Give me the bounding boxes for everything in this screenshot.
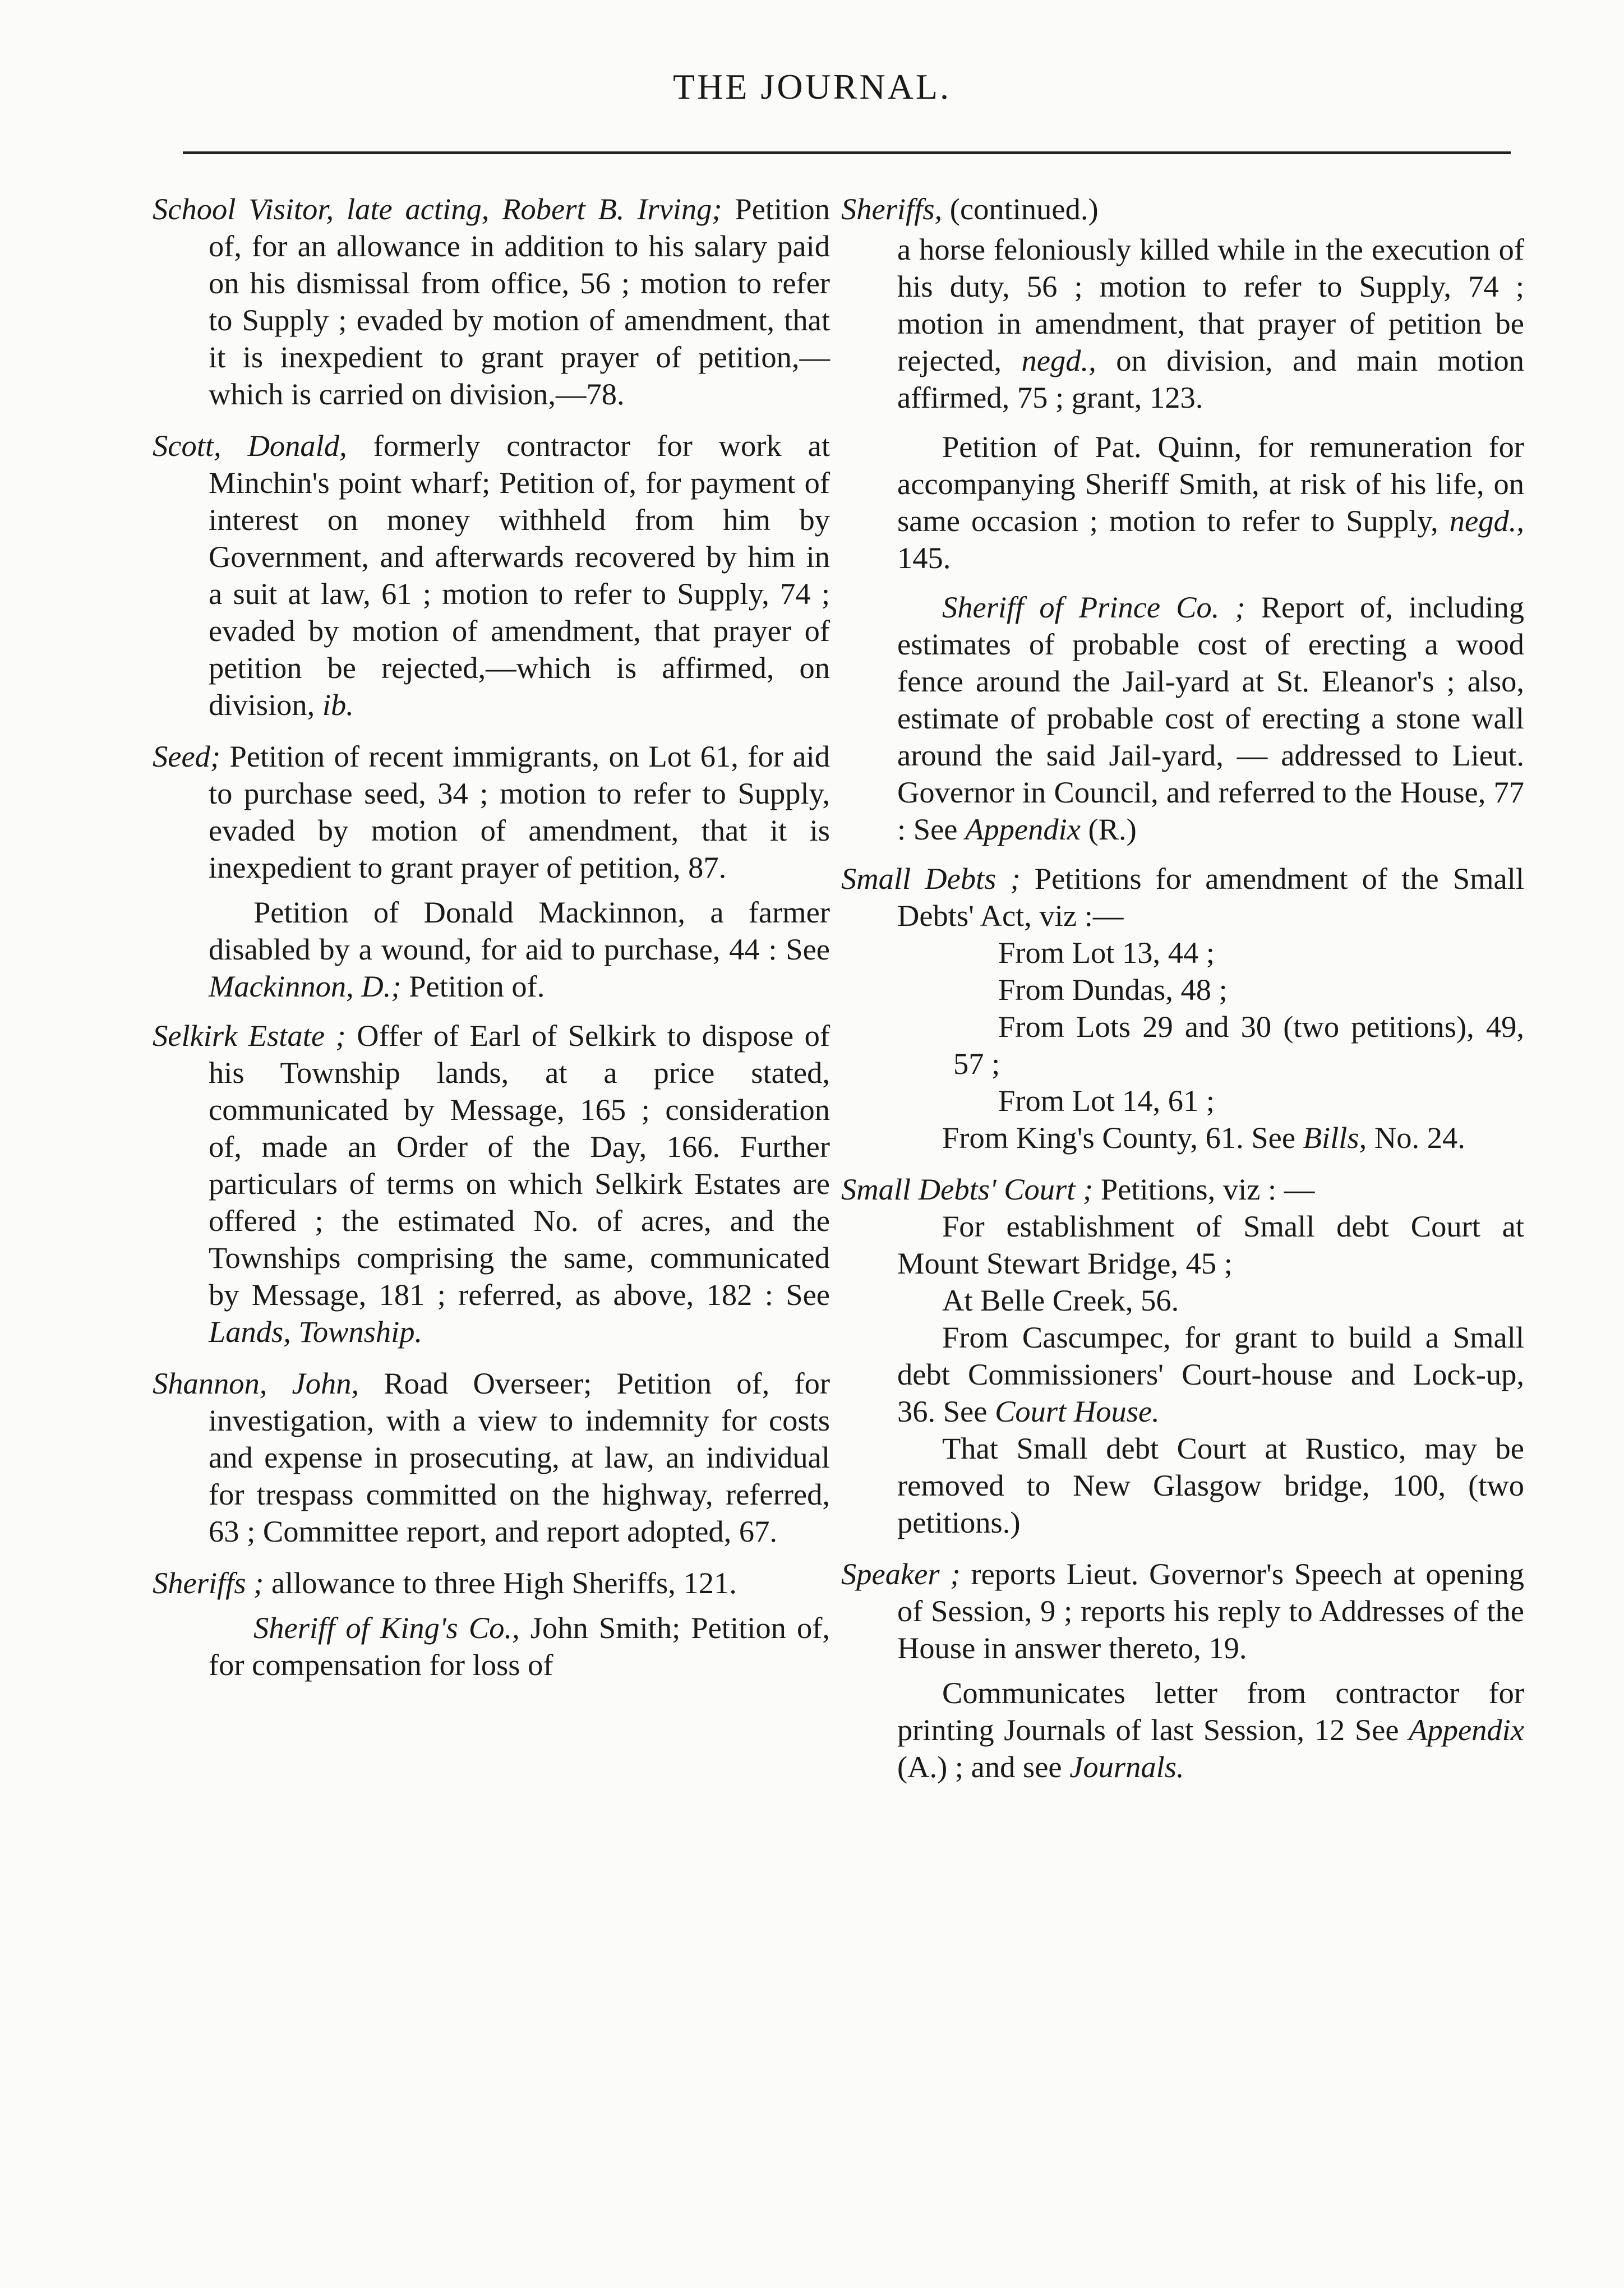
entry-school-visitor xyxy=(153,191,830,413)
entry-small-debts-court: Small Debts' Court ; Petitions, viz : — xyxy=(841,1172,1315,1206)
list-item: From Lot 13, 44 ; xyxy=(998,935,1215,970)
header-rule xyxy=(183,151,1511,154)
page-title: THE JOURNAL. xyxy=(673,67,951,107)
entry-text: Petition of, for an allowance in addition to his salary paid on his dismissal from office, 56 ; motion to refer to Supply ; evaded by motion of amendment, that it is inexpedient to grant prayer of petition,—which is carried on division,—78. xyxy=(209,192,830,411)
list-item: From Lots 29 and 30 (two petitions), 49, 57 ; xyxy=(953,1009,1524,1081)
entry-seed-paragraph: Petition of Donald Mackinnon, a farmer disabled by a wound, for aid to purchase, 44 : See Mackinnon, D.; Petition of. xyxy=(209,895,830,1003)
sub-heading: Sheriff of Prince Co. ; xyxy=(942,590,1245,624)
list-item: From Dundas, 48 ; xyxy=(998,972,1228,1007)
entry-heading: Small Debts ; xyxy=(841,861,1021,896)
entry-text: Road Overseer; Petition of, for investigation, with a view to indemnity for costs and expense in prosecuting, at law, an individual for trespass committed on the highway, referred, 63 ; Committee report, and report adopted, 67. xyxy=(209,1366,830,1548)
entry-text: allowance to three High Sheriffs, 121. xyxy=(264,1566,737,1600)
ibid-ref: ib. xyxy=(322,688,354,722)
entry-sheriff-prince-co: Sheriff of Prince Co. ; Report of, including estimates of probable cost of erecting a wood fence around the Jail-yard at St. Eleanor's ; also, estimate of probable cost of erecting a stone wall around the said Jail-yard, — addressed to Lieut. Governor in Council, and referred to the House, 77 : See Appendix (R.) xyxy=(897,590,1524,846)
entry-small-debts: Small Debts ; Petitions for amendment of the Small Debts' Act, viz :— xyxy=(841,861,1524,933)
court-paragraph: That Small debt Court at Rustico, may be removed to New Glasgow bridge, 100, (two petitions.) xyxy=(897,1431,1524,1539)
right-column xyxy=(841,191,1524,1798)
entry-sheriff-kings-co: Sheriff of King's Co., John Smith; Petition of, for compensation for loss of xyxy=(209,1611,830,1682)
entry-text: Petition of recent immigrants, on Lot 61, for aid to purchase seed, 34 ; motion to refer to Supply, evaded by motion of amendment, that it is inexpedient to grant prayer of petition, 87. xyxy=(209,739,830,884)
entry-text: a horse feloniously killed while in the execution of his duty, 56 ; motion to refer to Supply, 74 ; motion in amendment, that prayer of petition be rejected, negd., on division, and main motion affirmed, 75 ; grant, 123. xyxy=(897,232,1524,414)
entry-shannon-john xyxy=(153,1365,830,1550)
entry-petition-quinn: Petition of Pat. Quinn, for remuneration for accompanying Sheriff Smith, at risk of his life, on same occasion ; motion to refer to Supply, negd., 145. xyxy=(897,430,1524,575)
entry-heading: School Visitor, late acting, Robert B. Irving; xyxy=(153,192,722,226)
entry-sheriffs-continued: Sheriffs, (continued.) xyxy=(841,192,1099,226)
sub-heading: Sheriff of King's Co., xyxy=(253,1611,520,1645)
cross-reference: Appendix xyxy=(965,812,1081,846)
entry-text: Offer of Earl of Selkirk to dispose of his Township lands, at a price stated, communicated by Message, 165 ; consideration of, made an Order of the Day, 166. Further particulars of terms on which Selkirk Estates are offered ; the estimated No. of acres, and the Townships comprising the same, communicated by Message, 181 ; referred, as above, 182 : See xyxy=(209,1018,830,1312)
small-debts-list xyxy=(841,934,1524,1119)
list-item: From Lot 14, 61 ; xyxy=(998,1083,1215,1118)
left-column xyxy=(153,191,830,1696)
list-item: From King's County, 61. See Bills, No. 24. xyxy=(942,1120,1465,1155)
court-paragraph: At Belle Creek, 56. xyxy=(942,1283,1179,1317)
entry-heading: Seed; xyxy=(153,739,221,773)
entry-heading: Speaker ; xyxy=(841,1557,961,1591)
entry-text: formerly contractor for work at Minchin's point wharf; Petition of, for payment of interest on money withheld from him by Government, and afterwards recovered by him in a suit at law, 61 ; motion to refer to Supply, 74 ; evaded by motion of amendment, that prayer of petition be rejected,—which is affirmed, on division, xyxy=(209,428,830,722)
entry-seed xyxy=(153,738,830,886)
cross-reference: Mackinnon, D.; xyxy=(209,969,402,1003)
entry-heading: Scott, Donald, xyxy=(153,428,347,463)
entry-heading: Selkirk Estate ; xyxy=(153,1018,346,1053)
entry-heading: Shannon, John, xyxy=(153,1366,359,1400)
entry-heading: Sheriffs ; xyxy=(153,1566,264,1600)
entry-heading: Small Debts' Court ; xyxy=(841,1172,1094,1206)
entry-sheriffs xyxy=(153,1565,830,1602)
entry-selkirk-estate xyxy=(153,1017,830,1350)
cross-reference: Court House. xyxy=(995,1394,1160,1428)
court-paragraph: From Cascumpec, for grant to build a Small debt Commissioners' Court-house and Lock-up, 36. See Court House. xyxy=(897,1320,1524,1428)
entry-speaker-paragraph: Communicates letter from contractor for printing Journals of last Session, 12 See Appendix (A.) ; and see Journals. xyxy=(897,1676,1524,1784)
court-paragraph: For establishment of Small debt Court at Mount Stewart Bridge, 45 ; xyxy=(897,1209,1524,1280)
entry-speaker: Speaker ; reports Lieut. Governor's Speech at opening of Session, 9 ; reports his reply to Addresses of the House in answer thereto, 19. xyxy=(841,1557,1524,1665)
cross-reference: Journals. xyxy=(1069,1750,1184,1784)
cross-reference: Appendix xyxy=(1409,1713,1524,1747)
entry-heading: Sheriffs, xyxy=(841,192,943,226)
cross-reference: Bills, xyxy=(1303,1120,1367,1155)
cross-reference: Lands, Township. xyxy=(209,1314,423,1349)
entry-scott-donald xyxy=(153,427,830,723)
